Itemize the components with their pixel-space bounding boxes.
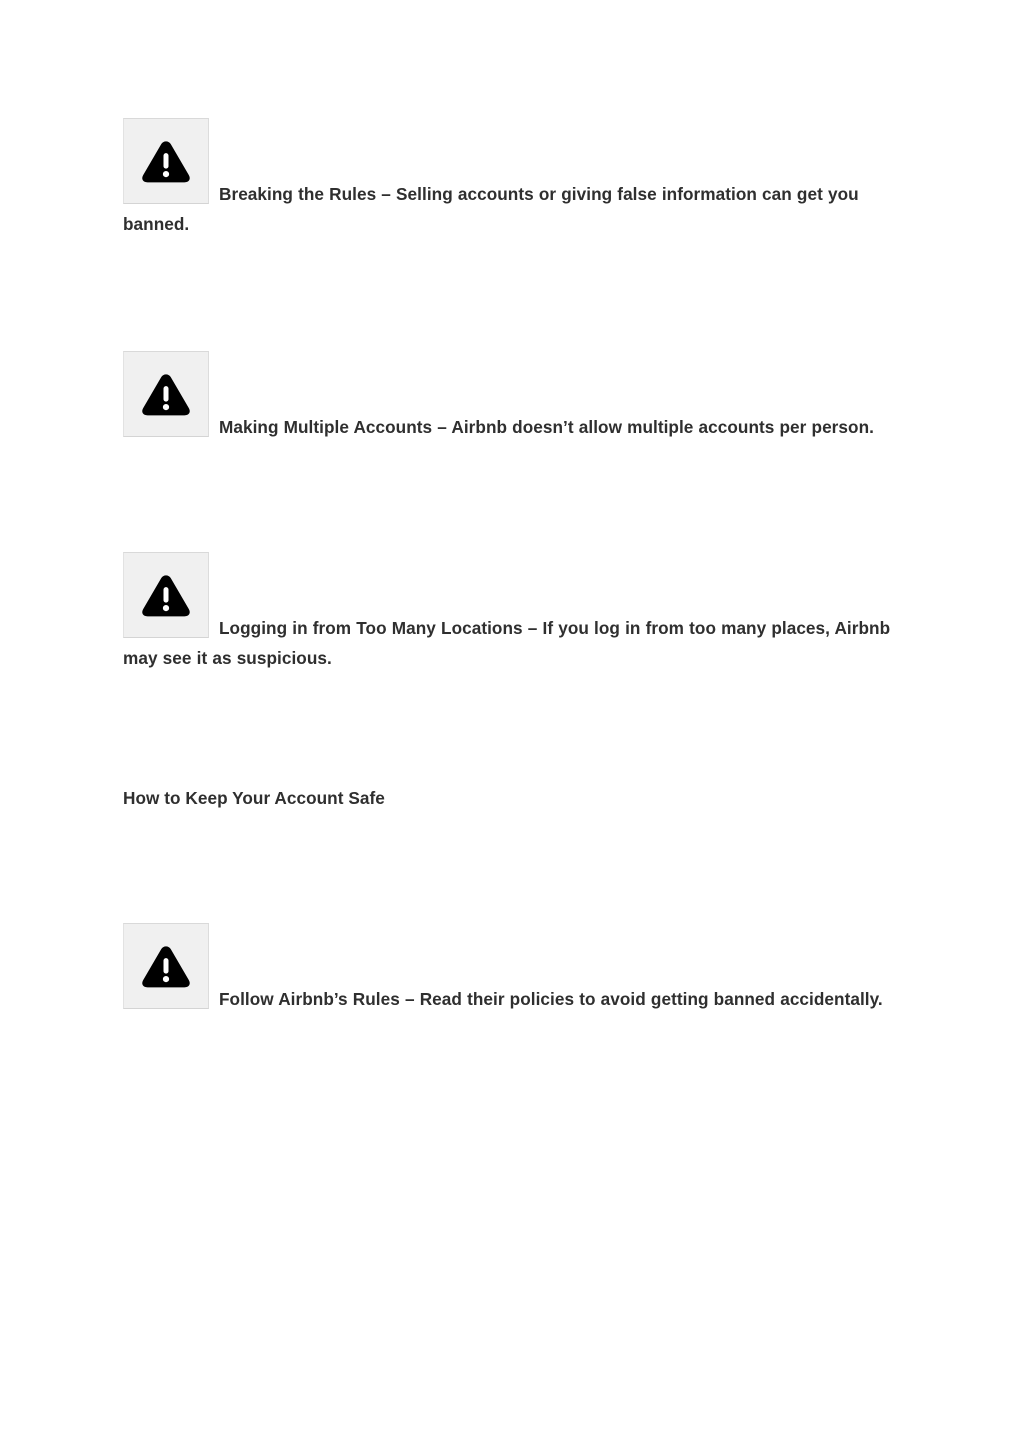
- warning-triangle-icon: [123, 351, 209, 437]
- warning-text: Follow Airbnb’s Rules – Read their policies to avoid getting banned accidentally.: [219, 989, 883, 1009]
- block-spacer-2: [123, 442, 891, 552]
- warning-block-too-many-locations: [123, 552, 891, 673]
- block-spacer-3: [123, 673, 891, 783]
- block-spacer-4: [123, 813, 891, 923]
- warning-text: Making Multiple Accounts – Airbnb doesn’t allow multiple accounts per person.: [219, 417, 874, 437]
- warning-block-follow-rules: [123, 923, 891, 1014]
- warning-triangle-icon: [123, 552, 209, 638]
- warning-triangle-icon: [123, 923, 209, 1009]
- warning-text: Logging in from Too Many Locations – If you log in from too many places, Airbnb may see it as suspicious.: [123, 618, 891, 668]
- warning-paragraph: [123, 118, 891, 239]
- top-spacer: [123, 0, 891, 118]
- warning-paragraph: [123, 923, 891, 1014]
- warning-paragraph: [123, 351, 891, 442]
- section-heading-keep-account-safe: How to Keep Your Account Safe: [123, 788, 385, 808]
- block-spacer-1: [123, 239, 891, 351]
- warning-text: Breaking the Rules – Selling accounts or giving false information can get you banned.: [123, 184, 859, 234]
- warning-block-breaking-the-rules: [123, 118, 891, 239]
- document-content-column: [123, 0, 891, 1014]
- warning-paragraph: [123, 552, 891, 673]
- warning-block-multiple-accounts: [123, 351, 891, 442]
- warning-triangle-icon: [123, 118, 209, 204]
